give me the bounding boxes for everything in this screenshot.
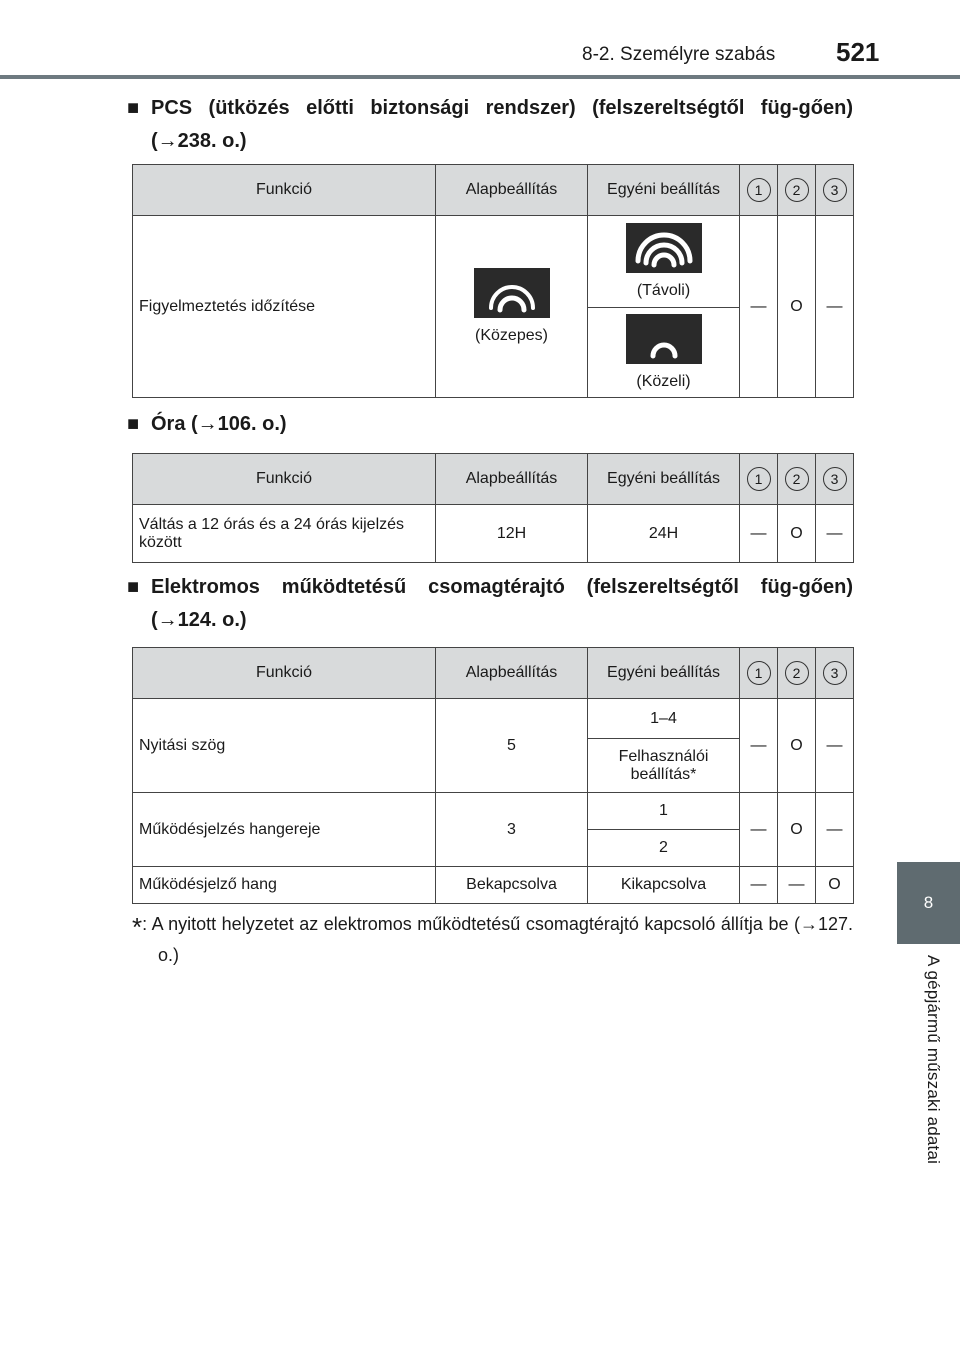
cell-1: — (740, 216, 778, 398)
option-cell: 1 (588, 793, 740, 830)
circle-3-icon: 3 (823, 178, 847, 202)
radar-wave-far-icon (626, 223, 702, 273)
footnote-text: : A nyitott helyzetet az elektromos működtetésű csomagtérajtó kapcsoló állítja be (→127. o.) (142, 914, 853, 965)
radar-wave-near-icon (626, 314, 702, 364)
cell-3: — (816, 505, 854, 563)
square-bullet-icon: ■ (127, 413, 140, 435)
section-heading-tailgate: ■ Elektromos működtetésű csomagtérajtó (felszereltségtől füg-gően) (→124. o.) (127, 571, 853, 637)
circle-1-icon: 1 (747, 661, 771, 685)
table-header-row (133, 454, 854, 505)
cell-3: O (816, 867, 854, 904)
cell-2: O (778, 216, 816, 398)
cell-1: — (740, 505, 778, 563)
table-row (133, 505, 854, 563)
option-far-cell (588, 216, 740, 308)
table-row (133, 867, 854, 904)
radar-wave-icon (474, 268, 550, 318)
cell-2: O (778, 793, 816, 867)
pcs-table (132, 164, 854, 398)
tailgate-table (132, 647, 854, 904)
cell-3: — (816, 216, 854, 398)
circle-3-icon: 3 (823, 467, 847, 491)
header-custom: Egyéni beállítás (588, 165, 740, 216)
clock-table (132, 453, 854, 563)
function-cell: Váltás a 12 órás és a 24 órás kijelzés között (133, 505, 436, 563)
function-cell: Nyitási szög (133, 699, 436, 793)
section-heading-clock: ■ Óra (→106. o.) (127, 408, 853, 441)
default-cell: Bekapcsolva (436, 867, 588, 904)
cell-3: — (816, 793, 854, 867)
option-near-cell (588, 308, 740, 398)
cell-1: — (740, 699, 778, 793)
section-heading-pcs: ■ PCS (ütközés előtti biztonsági rendszer) (felszereltségtől füg-gően) (→238. o.) (127, 92, 853, 158)
cell-2: O (778, 505, 816, 563)
circle-1-icon: 1 (747, 178, 771, 202)
function-cell: Figyelmeztetés időzítése (133, 216, 436, 398)
header-custom: Egyéni beállítás (588, 454, 740, 505)
custom-cell: 24H (588, 505, 740, 563)
option-near-caption: (Közeli) (636, 373, 691, 390)
circle-2-icon: 2 (785, 661, 809, 685)
section-title: 8-2. Személyre szabás (582, 44, 776, 65)
square-bullet-icon: ■ (127, 576, 140, 598)
header-function: Funkció (133, 648, 436, 699)
option-cell: Felhasználói beállítás* (588, 739, 740, 793)
circle-2-icon: 2 (785, 467, 809, 491)
option-cell: 2 (588, 830, 740, 867)
custom-cell: Kikapcsolva (588, 867, 740, 904)
function-cell: Működésjelző hang (133, 867, 436, 904)
circle-3-icon: 3 (823, 661, 847, 685)
circle-1-icon: 1 (747, 467, 771, 491)
default-caption: (Közepes) (475, 327, 548, 344)
table-row (133, 699, 854, 739)
table-row (133, 216, 854, 308)
default-cell: 3 (436, 793, 588, 867)
header-default: Alapbeállítás (436, 165, 588, 216)
header-custom: Egyéni beállítás (588, 648, 740, 699)
footnote-marker: * (132, 912, 143, 942)
default-cell: 5 (436, 699, 588, 793)
header-rule (0, 75, 960, 79)
header-default: Alapbeállítás (436, 648, 588, 699)
option-far-caption: (Távoli) (636, 282, 691, 299)
chapter-tab[interactable]: 8 (897, 862, 960, 944)
default-cell: 12H (436, 505, 588, 563)
square-bullet-icon: ■ (127, 97, 140, 119)
chapter-label: A gépjármű műszaki adatai (924, 955, 943, 1165)
table-header-row (133, 648, 854, 699)
footnote (132, 910, 853, 969)
table-row (133, 793, 854, 830)
function-cell: Működésjelzés hangereje (133, 793, 436, 867)
header-default: Alapbeállítás (436, 454, 588, 505)
table-header-row (133, 165, 854, 216)
cell-1: — (740, 867, 778, 904)
header-function: Funkció (133, 454, 436, 505)
circle-2-icon: 2 (785, 178, 809, 202)
cell-2: — (778, 867, 816, 904)
cell-2: O (778, 699, 816, 793)
header-function: Funkció (133, 165, 436, 216)
cell-3: — (816, 699, 854, 793)
option-cell: 1–4 (588, 699, 740, 739)
cell-1: — (740, 793, 778, 867)
page-number: 521 (836, 37, 880, 67)
default-cell (436, 216, 588, 398)
